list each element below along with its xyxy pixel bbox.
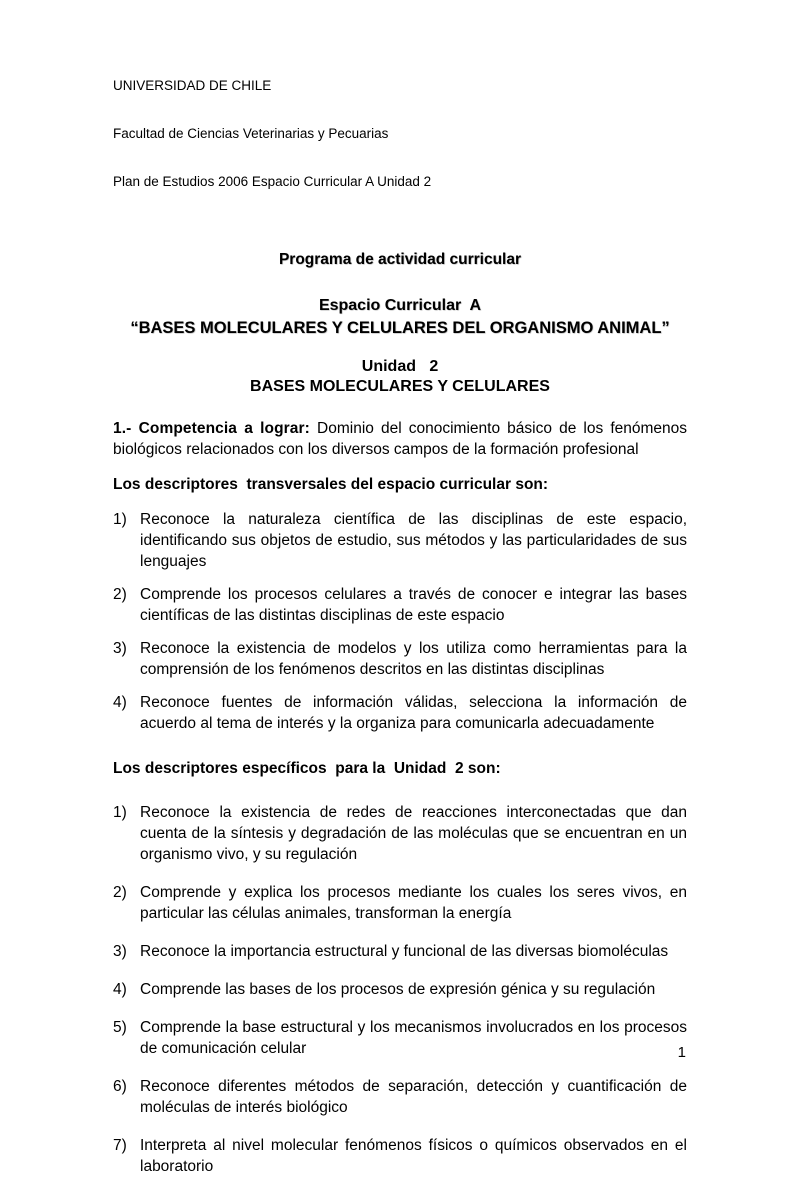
- letterhead: [113, 46, 687, 222]
- item-text: Comprende las bases de los procesos de expresión génica y su regulación: [140, 981, 656, 998]
- document-title: Programa de actividad curricular: [278, 251, 522, 268]
- item-number: 6): [113, 1078, 127, 1095]
- list-item: [113, 1135, 687, 1177]
- list-item: [113, 802, 687, 865]
- item-text: Reconoce la naturaleza científica de las disciplinas de este espacio, identificando sus objetos de estudio, sus métodos y las particularidades de sus lenguajes: [140, 511, 687, 570]
- list-item: [113, 882, 687, 924]
- list-item: [113, 638, 687, 680]
- transversales-list: [113, 509, 687, 734]
- unit-title: Unidad 2: [361, 358, 439, 375]
- transversales-heading: Los descriptores transversales del espacio curricular son:: [113, 476, 549, 493]
- item-text: Reconoce la existencia de redes de reacciones interconectadas que dan cuenta de la síntesis y degradación de las moléculas que se encuentran en un organismo vivo, y su regulación: [140, 804, 687, 863]
- letterhead-faculty: Facultad de Ciencias Veterinarias y Pecuarias: [113, 126, 389, 141]
- item-text: Reconoce diferentes métodos de separación, detección y cuantificación de moléculas de interés biológico: [140, 1078, 687, 1116]
- item-number: 2): [113, 586, 127, 603]
- unit-name: BASES MOLECULARES Y CELULARES: [250, 378, 550, 395]
- curricular-space-title: Espacio Curricular A: [318, 297, 482, 314]
- item-number: 4): [113, 694, 127, 711]
- item-number: 5): [113, 1019, 127, 1036]
- page-number: 1: [677, 1044, 686, 1061]
- especificos-list: [113, 802, 687, 1177]
- item-text: Reconoce fuentes de información válidas, selecciona la información de acuerdo al tema de interés y la organiza para comunicarla adecuadamente: [140, 694, 687, 732]
- item-number: 4): [113, 981, 127, 998]
- item-text: Reconoce la importancia estructural y funcional de las diversas biomoléculas: [140, 943, 669, 960]
- list-item: [113, 941, 687, 962]
- item-number: 1): [113, 511, 127, 528]
- item-text: Comprende la base estructural y los mecanismos involucrados en los procesos de comunicación celular: [140, 1019, 687, 1057]
- item-number: 3): [113, 943, 127, 960]
- competencia-text: Dominio del conocimiento básico de los fenómenos biológicos relacionados con los diversos campos de la formación profesional: [113, 420, 688, 458]
- especificos-heading: Los descriptores específicos para la Unidad 2 son:: [113, 760, 501, 777]
- letterhead-plan: Plan de Estudios 2006 Espacio Curricular A Unidad 2: [113, 174, 432, 189]
- item-number: 7): [113, 1137, 127, 1154]
- item-number: 3): [113, 640, 127, 657]
- list-item: [113, 692, 687, 734]
- item-text: Comprende y explica los procesos mediante los cuales los seres vivos, en particular las células animales, transforman la energía: [140, 884, 687, 922]
- item-text: Interpreta al nivel molecular fenómenos físicos o químicos observados en el laboratorio: [140, 1137, 687, 1175]
- list-item: [113, 1017, 687, 1059]
- item-number: 1): [113, 804, 127, 821]
- list-item: [113, 509, 687, 572]
- letterhead-university: UNIVERSIDAD DE CHILE: [113, 78, 272, 93]
- list-item: [113, 1076, 687, 1118]
- list-item: [113, 584, 687, 626]
- item-text: Comprende los procesos celulares a través de conocer e integrar las bases científicas de las distintas disciplinas de este espacio: [140, 586, 687, 624]
- competencia-label: 1.- Competencia a lograr:: [113, 420, 310, 437]
- competencia-paragraph: [113, 418, 687, 460]
- curricular-space-name: “BASES MOLECULARES Y CELULARES DEL ORGANISMO ANIMAL”: [130, 319, 670, 337]
- item-number: 2): [113, 884, 127, 901]
- item-text: Reconoce la existencia de modelos y los utiliza como herramientas para la comprensión de los fenómenos descritos en las distintas disciplinas: [140, 640, 687, 678]
- list-item: [113, 979, 687, 1000]
